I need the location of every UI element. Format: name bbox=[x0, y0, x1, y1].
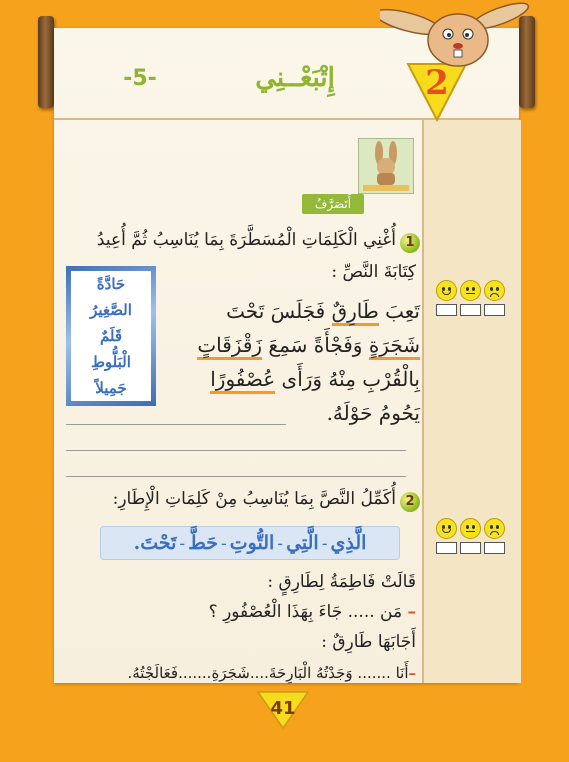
dialogue-line-1: قَالَتْ فَاطِمَةُ لِطَارِقٍ : bbox=[267, 572, 416, 592]
bank-word: التُّوتِ bbox=[229, 532, 275, 554]
bank-separator: - bbox=[179, 533, 186, 553]
page-title: إِتْبَعْــنِي bbox=[255, 63, 335, 93]
rabbit-thumbnail-image bbox=[358, 138, 414, 194]
writing-line[interactable] bbox=[66, 450, 406, 451]
lesson-number: -5- bbox=[123, 66, 157, 91]
page-number: 41 bbox=[270, 698, 296, 719]
bank-separator: - bbox=[220, 533, 227, 553]
happy-face-icon[interactable] bbox=[436, 518, 457, 539]
passage-line-2: شَجَرَةٍ وَفَجْأَةً سَمِعَ زَقْزَقَاتٍ bbox=[166, 330, 420, 360]
bank-word: الَّذِي bbox=[330, 532, 367, 554]
exercise-number-1: 1 bbox=[400, 233, 420, 253]
bank-word: حَطَّ bbox=[188, 532, 218, 554]
self-evaluation-faces-2 bbox=[436, 518, 505, 539]
sad-face-icon[interactable] bbox=[484, 518, 505, 539]
self-evaluation-faces-1 bbox=[436, 280, 505, 301]
word-bank-item: جَمِيلاً bbox=[95, 379, 127, 397]
writing-line[interactable] bbox=[66, 476, 406, 477]
neutral-face-icon[interactable] bbox=[460, 280, 481, 301]
exercise-number-2: 2 bbox=[400, 492, 420, 512]
scroll-rod-left bbox=[38, 16, 54, 108]
evaluation-column bbox=[422, 120, 521, 683]
passage-line-4: يَحُومُ حَوْلَهُ. bbox=[326, 401, 420, 425]
word-bank-item: الْبَلُّوطِ bbox=[91, 353, 131, 371]
chapter-badge-number: 2 bbox=[425, 63, 449, 103]
word-bank-item: قَلَمٌ bbox=[99, 327, 123, 345]
evaluation-checkbox[interactable] bbox=[460, 304, 481, 316]
passage-line-3: بِالْقُرْبِ مِنْهُ وَرَأَى عُصْفُورًا bbox=[166, 364, 420, 394]
dialogue-line-2: – مَن ..... جَاءَ بِهَذَا الْعُصْفُورِ ؟ bbox=[208, 602, 416, 622]
writing-line[interactable] bbox=[66, 424, 286, 425]
passage-line-1: تَعِبَ طَارِقٌ فَجَلَسَ تَحْتَ bbox=[166, 296, 420, 326]
evaluation-checkbox[interactable] bbox=[460, 542, 481, 554]
self-evaluation-boxes-2 bbox=[436, 542, 505, 554]
bank-separator: - bbox=[277, 533, 284, 553]
word-bank-item: حَادَّةً bbox=[96, 275, 126, 293]
underlined-word: شَجَرَةٍ bbox=[369, 333, 420, 360]
evaluation-checkbox[interactable] bbox=[436, 542, 457, 554]
evaluation-checkbox[interactable] bbox=[436, 304, 457, 316]
rabbit-mascot-icon bbox=[380, 0, 530, 80]
section-tag: أَتَصَرَّفُ bbox=[302, 194, 364, 214]
word-bank-list bbox=[71, 271, 151, 401]
evaluation-checkbox[interactable] bbox=[484, 542, 505, 554]
exercise2-instruction: أُكَمِّلُ النَّصَّ بِمَا يُنَاسِبُ مِنْ كَلِمَاتِ الْإِطَارِ: bbox=[112, 489, 396, 509]
underlined-word: طَارِقٌ bbox=[332, 299, 379, 326]
self-evaluation-boxes-1 bbox=[436, 304, 505, 316]
exercise1-instruction-line1: أُغْنِي الْكَلِمَاتِ الْمُسَطَّرَةَ بِمَا يُنَاسِبُ ثُمَّ أُعِيدُ bbox=[96, 230, 396, 250]
bank-word: تَحْتَ. bbox=[133, 532, 177, 554]
bank-separator: - bbox=[321, 533, 328, 553]
underlined-word: زَقْزَقَاتٍ bbox=[197, 333, 262, 360]
sad-face-icon[interactable] bbox=[484, 280, 505, 301]
dialogue-line-4: –أَنَا ....... وَجَدْتُهُ الْبَارِحَةَ....شَجَرَةِ.......فَعَالَجْتُهُ. bbox=[127, 664, 416, 682]
word-bank-frame bbox=[66, 266, 156, 406]
neutral-face-icon[interactable] bbox=[460, 518, 481, 539]
dialogue-line-3: أَجَابَهَا طَارِقٌ : bbox=[321, 632, 416, 652]
underlined-word: عُصْفُورًا bbox=[210, 367, 275, 394]
happy-face-icon[interactable] bbox=[436, 280, 457, 301]
word-bank-item: الصَّغِيرُ bbox=[90, 301, 132, 319]
evaluation-checkbox[interactable] bbox=[484, 304, 505, 316]
bank-word: الَّتِي bbox=[286, 532, 319, 554]
exercise1-instruction-line2: كِتَابَةَ النَّصِّ : bbox=[331, 262, 416, 282]
word-bank-bar bbox=[100, 526, 400, 560]
